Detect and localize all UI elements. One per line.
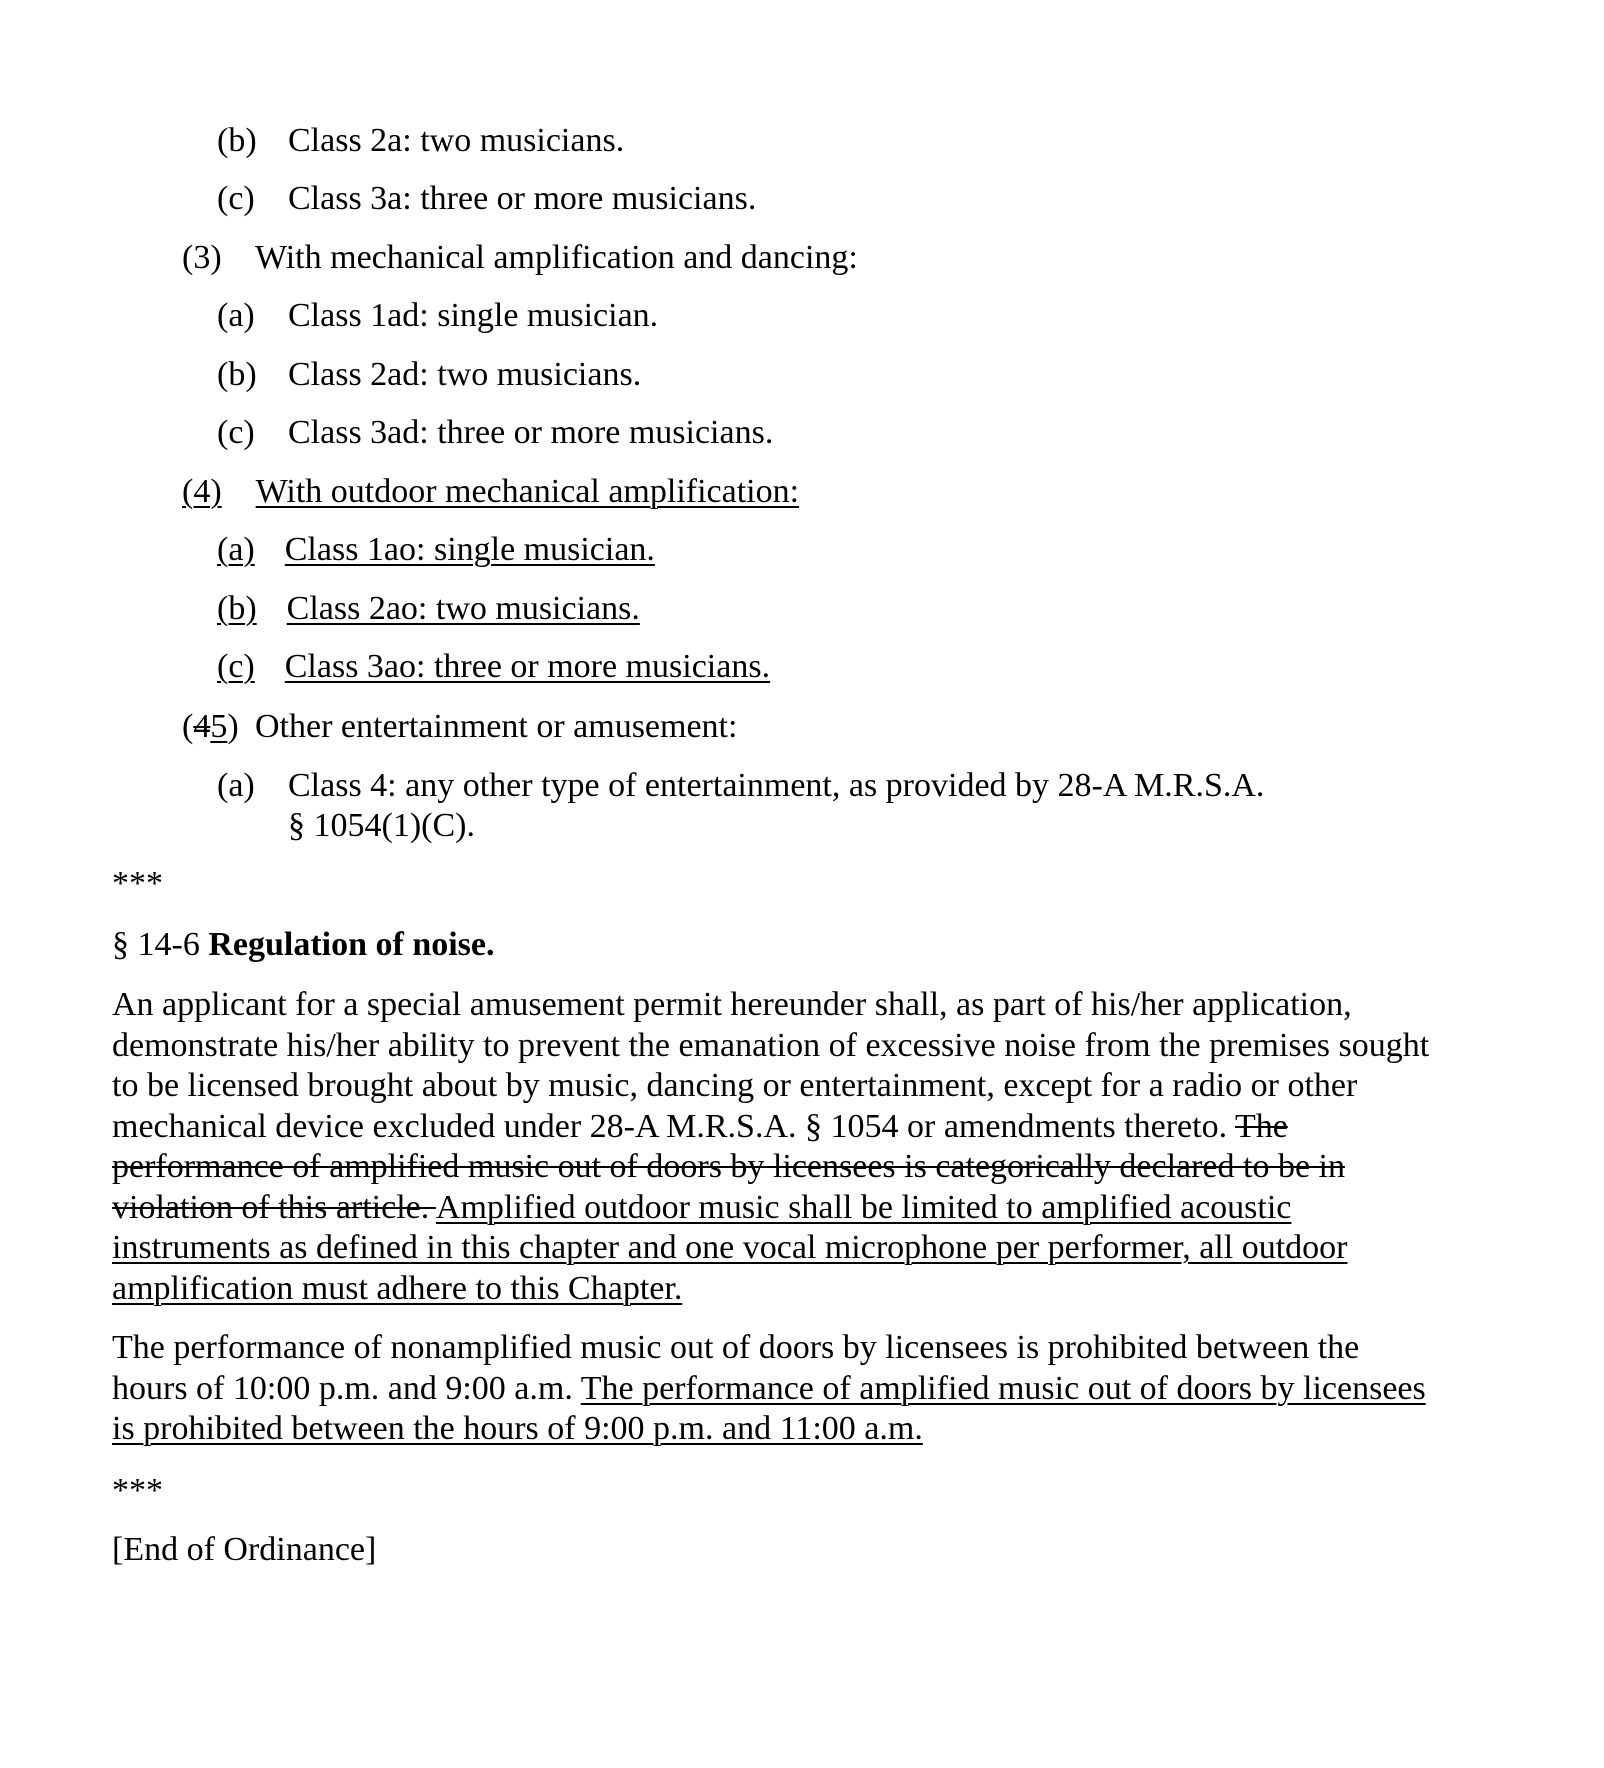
section-text: With outdoor mechanical amplification: bbox=[255, 473, 800, 510]
inserted-text: instruments as defined in this chapter and one vocal microphone per performer, all outdoor bbox=[112, 1229, 1348, 1266]
inserted-text: Amplified outdoor music shall be limited to amplified acoustic bbox=[435, 1188, 1292, 1226]
item-text: Class 2ad: two musicians. bbox=[288, 356, 642, 393]
item-text: Class 3ad: three or more musicians. bbox=[288, 414, 774, 451]
separator: *** bbox=[112, 1472, 163, 1509]
item-number: (b) bbox=[217, 356, 257, 393]
list-item-class-1ao-inserted bbox=[217, 530, 655, 570]
paragraph-line: The performance of nonamplified music out of doors by licensees is prohibited between the bbox=[112, 1329, 1360, 1366]
inserted-number: 5 bbox=[210, 708, 228, 745]
list-item-class-3ao-inserted bbox=[217, 647, 770, 687]
paragraph-noise-permit bbox=[112, 985, 1502, 1309]
item-number: (a) bbox=[217, 531, 255, 568]
paragraph-line: to be licensed brought about by music, dancing or entertainment, except for a radio or other bbox=[112, 1067, 1358, 1104]
section-heading bbox=[112, 925, 495, 965]
inserted-text: amplification must adhere to this Chapter. bbox=[112, 1269, 683, 1307]
section-text: Other entertainment or amusement: bbox=[255, 708, 738, 745]
item-number: (b) bbox=[217, 590, 257, 627]
section-number: (4) bbox=[182, 473, 222, 510]
end-note: [End of Ordinance] bbox=[112, 1531, 377, 1568]
paragraph-line bbox=[112, 1188, 1502, 1229]
item-number: (a) bbox=[217, 297, 255, 334]
section-number: (3) bbox=[182, 239, 222, 276]
deleted-text: violation of this article. bbox=[112, 1188, 436, 1226]
section-number: § 14-6 bbox=[112, 926, 209, 963]
section-title: Regulation of noise. bbox=[208, 926, 495, 963]
item-text-line-1: Class 4: any other type of entertainment, as provided by 28-A M.R.S.A. bbox=[288, 767, 1265, 804]
separator: *** bbox=[112, 865, 163, 902]
item-text: Class 1ao: single musician. bbox=[284, 531, 655, 568]
paragraph-line: hours of 10:00 p.m. and 9:00 a.m. The performance of amplified music out of doors by licensees bbox=[112, 1369, 1426, 1407]
item-number: (c) bbox=[217, 414, 255, 451]
item-text: Class 2a: two musicians. bbox=[288, 122, 625, 159]
item-text-line-2: § 1054(1)(C). bbox=[288, 807, 475, 844]
deleted-number: 4 bbox=[193, 708, 211, 745]
paragraph-line: An applicant for a special amusement permit hereunder shall, as part of his/her application, bbox=[112, 986, 1352, 1023]
section-text: With mechanical amplification and dancing: bbox=[255, 239, 858, 276]
deleted-text: The bbox=[1234, 1107, 1288, 1145]
item-number: (b) bbox=[217, 122, 257, 159]
inserted-text: is prohibited between the hours of 9:00 p.m. and 11:00 a.m. bbox=[112, 1410, 923, 1447]
paragraph-line: demonstrate his/her ability to prevent the emanation of excessive noise from the premises sought bbox=[112, 1026, 1430, 1064]
list-section-4-inserted bbox=[182, 472, 799, 512]
item-number: (c) bbox=[217, 180, 255, 217]
item-text: Class 2ao: two musicians. bbox=[286, 590, 640, 627]
section-number-revision: (45) bbox=[182, 708, 239, 745]
paragraph-outdoor-hours bbox=[112, 1328, 1502, 1450]
item-text: Class 1ad: single musician. bbox=[288, 297, 659, 334]
inserted-text: The performance of amplified music out of doors by licensees bbox=[580, 1369, 1426, 1407]
paragraph-line: mechanical device excluded under 28-A M.R.S.A. § 1054 or amendments thereto. The bbox=[112, 1107, 1288, 1145]
deleted-text: performance of amplified music out of doors by licensees is categorically declared to be in bbox=[112, 1148, 1345, 1185]
item-text: Class 3ao: three or more musicians. bbox=[284, 648, 771, 685]
item-text: Class 3a: three or more musicians. bbox=[288, 180, 757, 217]
item-number: (c) bbox=[217, 648, 255, 685]
item-number: (a) bbox=[217, 767, 255, 804]
list-item-class-2ao-inserted bbox=[217, 589, 640, 629]
